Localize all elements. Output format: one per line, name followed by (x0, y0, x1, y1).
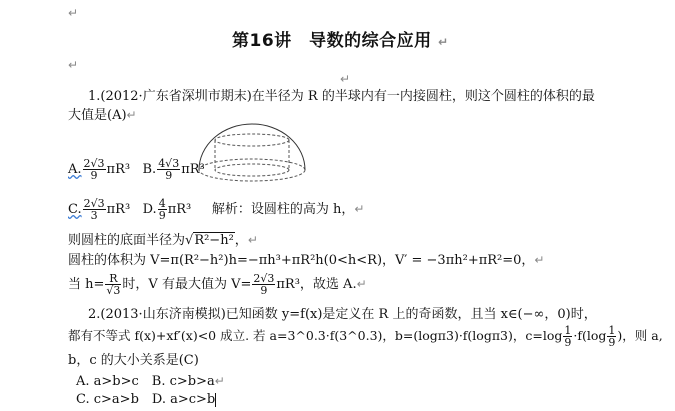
radicand: R²−h² (194, 233, 234, 248)
q1-answer-prompt: 大值是(A) (68, 108, 127, 123)
options-text: C. c>a>b D. a>c>b (76, 392, 216, 407)
q2-options-row1 (76, 372, 225, 391)
question-text: ·f(log (573, 328, 607, 343)
page-title (232, 26, 449, 51)
numerator: 4√3 (158, 157, 180, 170)
fraction (105, 273, 121, 296)
solution-text: 时，V 有最大值为 V= (122, 277, 252, 292)
denominator: 3 (90, 209, 98, 222)
fraction (158, 198, 167, 221)
option-c-label: C. (68, 202, 82, 217)
paragraph-mark: ↵ (354, 202, 365, 216)
option-b-tail: πR³ (181, 162, 205, 177)
fraction (83, 198, 106, 221)
fraction (607, 325, 616, 348)
paragraph-mark: ↵ (247, 233, 258, 247)
denominator: 9 (608, 336, 616, 349)
question-text: )，则 a, (617, 328, 663, 343)
denominator: 9 (158, 209, 166, 222)
numerator: 4 (158, 197, 166, 210)
paragraph-mark: ↵ (340, 72, 351, 86)
solution-text: 当 h= (68, 277, 105, 292)
paragraph-mark: ↵ (68, 58, 79, 72)
q2-line2 (68, 325, 663, 348)
q2-options-row2 (76, 391, 216, 409)
denominator: 9 (165, 169, 173, 182)
numerator: 2√3 (83, 197, 105, 210)
solution-text: 圆柱的体积为 V=π(R²−h²)h=−πh³+πR²h(0<h<R)，V′ = −3πh²+πR²=0， (68, 253, 535, 268)
denominator: 9 (90, 169, 98, 182)
q1-options-ab (68, 158, 205, 181)
numerator: R (105, 273, 121, 285)
title-text: 第16讲 导数的综合应用 (232, 31, 432, 51)
q1-solution-line3 (68, 273, 367, 296)
paragraph-mark: ↵ (68, 6, 79, 20)
option-c-tail: πR³ (106, 202, 131, 217)
solution-text: 则圆柱的底面半径为 (68, 233, 186, 248)
option-b-label: B. (142, 162, 157, 177)
paragraph-mark: ↵ (214, 374, 225, 388)
solution-text: ， (234, 233, 248, 248)
solution-text: πR³，故选 A. (276, 277, 357, 292)
option-a-tail: πR³ (106, 162, 131, 177)
option-d-tail: πR³ (167, 202, 192, 217)
paragraph-mark: ↵ (438, 35, 449, 49)
hemisphere-cylinder-figure (196, 122, 308, 184)
denominator: 9 (260, 284, 268, 297)
paragraph-mark: ↵ (356, 277, 367, 291)
q1-solution-line1: 则圆柱的底面半径为√R²−h²，↵ (68, 233, 258, 248)
q2-line3: b，c 的大小关系是(C) (68, 353, 199, 368)
fraction (252, 273, 275, 296)
q1-solution-line2 (68, 251, 544, 270)
option-d-label: D. (142, 202, 157, 217)
analysis-text: 解析：设圆柱的高为 h， (211, 202, 355, 217)
options-text: A. a>b>c B. c>b>a (76, 374, 215, 389)
denominator: 9 (564, 336, 572, 349)
fraction (157, 158, 180, 181)
q1-line1: 1.(2012·广东省深圳市期末)在半径为 R 的半球内有一内接圆柱，则这个圆柱的体积的最 (88, 89, 595, 104)
text-cursor[interactable] (215, 393, 216, 407)
paragraph-mark: ↵ (534, 253, 545, 267)
option-a-label: A. (68, 162, 82, 177)
numerator: 2√3 (253, 272, 275, 285)
fraction (563, 325, 572, 348)
q2-line1: 2.(2013·山东济南模拟)已知函数 y=f(x)是定义在 R 上的奇函数，且当 x∈(−∞，0)时， (88, 307, 597, 322)
numerator: 2√3 (83, 157, 105, 170)
question-text: 都有不等式 f(x)+xf′(x)<0 成立. 若 a=3^0.3·f(3^0.3)，b=(logπ3)·f(logπ3)，c=log (68, 328, 563, 343)
denominator: √3 (106, 284, 121, 297)
numerator: 1 (608, 324, 616, 337)
fraction (83, 158, 106, 181)
q1-options-cd (68, 198, 364, 221)
q1-line2 (68, 106, 137, 125)
paragraph-mark: ↵ (126, 108, 137, 122)
numerator: 1 (564, 324, 572, 337)
